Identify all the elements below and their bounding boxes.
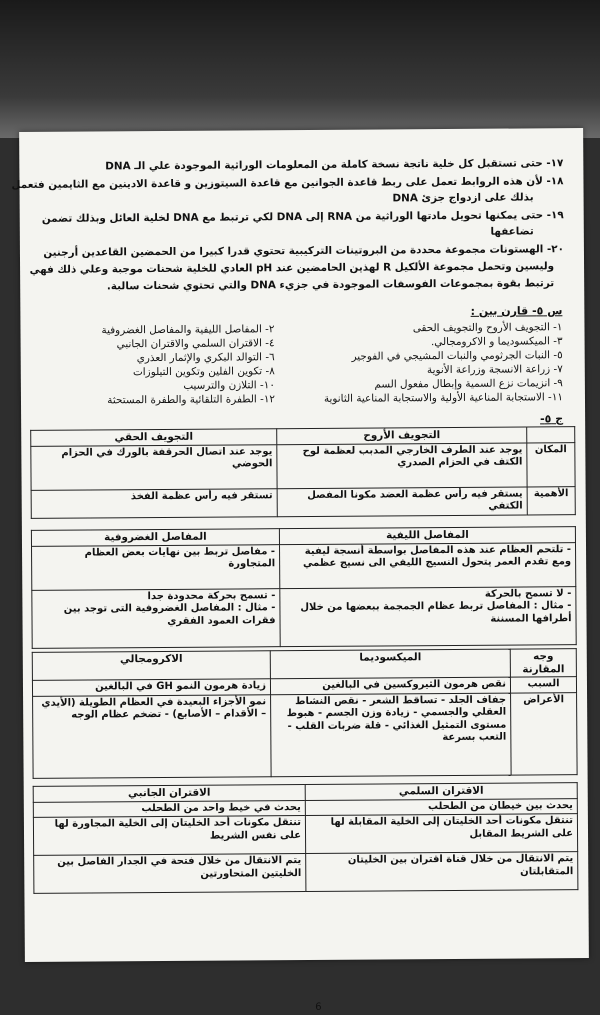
table-cell: يستقر فيه رأس عظمة العضد مكونا المفصل الكتفي (277, 486, 527, 516)
paragraph-line: ٢٠- الهستونات مجموعة محددة من البروتينات التركيبية تحتوي قدرا كبيرا من الحمضين القاعدين أرجنين (43, 243, 564, 259)
row-label: السبب (510, 677, 576, 693)
compare-item: ٣- الميكسوديما و الاكرومجالي. (430, 335, 563, 349)
table-header-cell: المفاصل الغضروفية (31, 529, 279, 546)
paragraph-line: ترتبط بقوة بمجموعات الفوسفات الموجودة في جزيء DNA والتي تحتوي شحنات سالبة. (106, 277, 555, 293)
comparison-table-2 (31, 526, 577, 648)
compare-item: ١- التجويف الأروح والتجويف الحقى (412, 321, 563, 335)
compare-item: ٧- زراعة الانسجة وزراعة الأنوية (426, 363, 563, 377)
document-page (11, 128, 589, 1013)
table-header-cell (527, 427, 575, 443)
table-cell: يوجد عند اتصال الحرقفة بالورك في الحزام الحوضي (31, 444, 277, 490)
paragraph-line: بذلك على ازدواج جزئ DNA (392, 191, 534, 205)
comparison-table-4 (33, 782, 579, 894)
row-label: الأعراض (511, 692, 578, 774)
compare-item: ٥- النبات الجرثومي والنبات المشيجي في الفوجير (351, 349, 563, 363)
comparison-table-1 (30, 426, 576, 518)
compare-item: ٨- تكوين الفلين وتكوين التيلوزات (132, 365, 275, 379)
question-heading: س ٥- قارن بين : (470, 304, 563, 318)
table-header-cell: الاكرومجالي (32, 651, 270, 681)
compare-item: ١١- الاستجابة المناعية الأولية والاستجابة المناعية الثانوية (323, 391, 564, 405)
table-cell: تنتقل مكونات أحد الخليتان إلى الخلية المجاورة لها على نفس الشريط (33, 815, 305, 855)
table-header-cell: الاقتران السلمي (305, 783, 577, 800)
compare-item: ٦- التوالد البكري والإثمار العذري (136, 351, 275, 365)
table-cell: يتم الانتقال من خلال قناة اقتران بين الخليتان المتقابلتان (306, 852, 578, 892)
table-cell: نمو الأجزاء البعيدة في العظام الطويلة (الأيدي – الأقدام – الأصابع) - تضخم عظام الوجه (33, 694, 272, 778)
dark-background (0, 0, 600, 138)
compare-item: ٢- المفاصل الليفية والمفاصل الغضروفية (101, 323, 275, 337)
table-cell: - تلتحم العظام عند هذه المفاصل بواسطة أنسجة ليفية ومع تقدم العمر يتحول النسيج الليفي الى نسيج عظمي (279, 542, 575, 588)
table-cell: يتم الانتقال من خلال فتحة في الجدار الفاصل بين الخليتين المتحاورتين (34, 853, 306, 893)
table-cell: - مفاصل تربط بين نهايات بعض العظام المتجاورة (31, 544, 279, 590)
paragraph-line: وليسين وتحمل مجموعة الألكيل R لهذين الحامضين عند pH العادي للخلية شحنات موجبة وعلي ذلك فهي (29, 260, 555, 276)
comparison-table-3 (32, 648, 578, 778)
table-header-cell: الميكسوديما (270, 649, 510, 679)
table-header-cell: الاقتران الجانبي (33, 784, 305, 801)
table-cell: يوجد عند الطرف الخارجي المدبب لعظمة لوح الكتف في الحزام الصدري (277, 442, 527, 488)
compare-item: ٤- الاقتران السلمي والاقتران الجانبي (116, 337, 275, 351)
table-cell: جفاف الجلد - تساقط الشعر - نقص النشاط العقلي والجسمي - زيادة وزن الجسم - هبوط مستوى التمثيل الغذائي - قلة ضربات القلب - التعب بسرعة (271, 693, 512, 777)
paragraph-line: ١٧- حتى تستقبل كل خلية ناتجة نسخة كاملة من المعلومات الوراثية الموجودة علي الـ DNA (105, 157, 564, 173)
row-label: الأهمية (527, 486, 575, 514)
answer-heading: ج ٥- (540, 412, 564, 426)
table-header-cell: التجويف الحقي (31, 429, 277, 446)
compare-item: ١٢- الطفرة التلقائية والطفرة المستحثة (107, 393, 276, 407)
table-header-cell: المفاصل الليفية (279, 527, 575, 545)
paragraph-line: تضاعفها (490, 225, 534, 238)
table-cell: - تسمح بحركة محدودة جدا - مثال : المفاصل الغضروفية التى توجد بين فقرات العمود الفقري (32, 588, 280, 648)
table-cell: - لا تسمح بالحركة - مثال : المفاصل تربط عظام الجمجمة ببعضها من خلال أطرافها المسننة (280, 586, 576, 646)
table-cell: تنتقل مكونات أحد الخليتان إلى الخلية المقابلة لها على الشريط المقابل (305, 814, 577, 854)
paragraph-line: ١٨- لأن هذه الروابط تعمل على ربط قاعدة الجوانين مع قاعدة السيتوزين و قاعدة الادينين مع الثايمين فتعمل (11, 175, 564, 192)
table-cell: يحدث في خيط واحد من الطحلب (33, 800, 305, 817)
table-cell: يحدث بين خيطان من الطحلب (305, 798, 577, 815)
row-label: المكان (527, 442, 575, 486)
table-cell: نقص هرمون الثيروكسين في البالغين (270, 677, 510, 694)
table-header-cell: وجه المقارنة (510, 649, 576, 677)
compare-item: ١٠- التلازن والترسيب (183, 379, 275, 392)
compare-item: ٩- انزيمات نزع السمية وإبطال مفعول السم (374, 377, 563, 391)
page-number: 6 (315, 1001, 322, 1013)
table-header-cell: التجويف الأروح (277, 427, 527, 444)
table-cell: تستقر فيه رأس عظمة الفخذ (31, 488, 277, 518)
paragraph-line: ١٩- حتى يمكنها تحويل مادتها الوراثية من RNA إلى DNA لكي ترتبط مع DNA لخلية العائل وبذلك تضمن (41, 209, 564, 225)
table-cell: زيادة هرمون النمو GH في البالغين (32, 679, 270, 696)
